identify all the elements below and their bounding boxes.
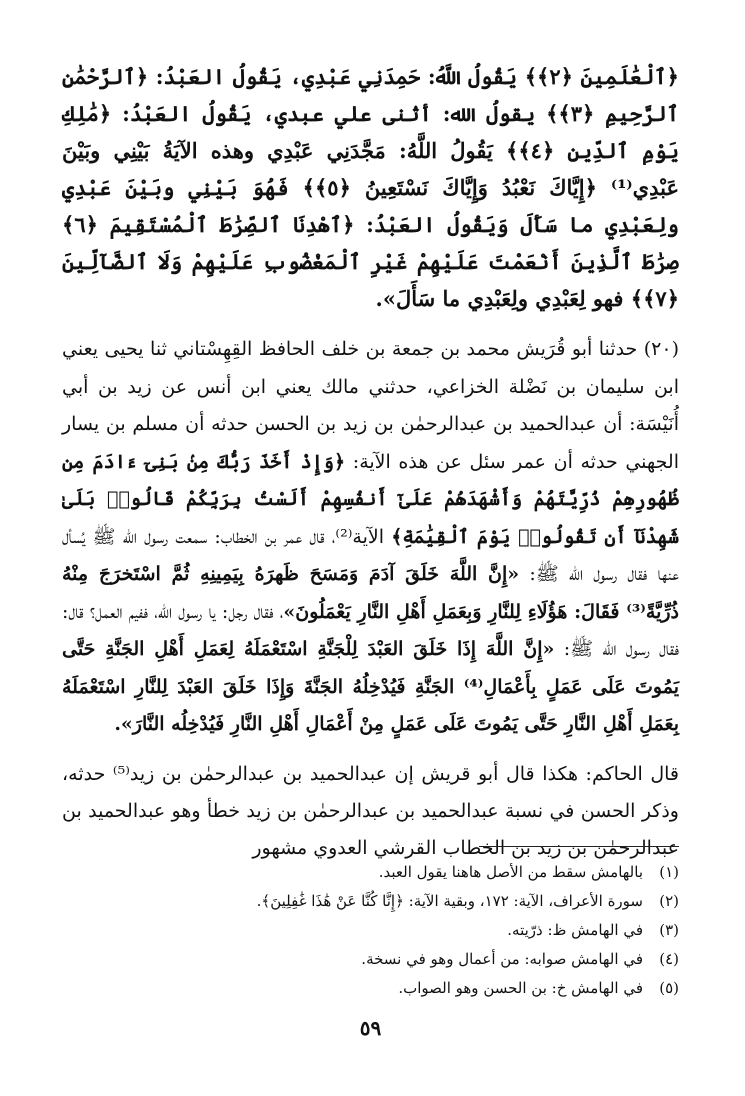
page-number: ٥٩ bbox=[359, 1016, 382, 1040]
hadith-20 bbox=[62, 331, 679, 744]
footnote bbox=[62, 887, 679, 916]
footnote-number: (٢) bbox=[659, 892, 679, 910]
footnote bbox=[62, 974, 679, 1003]
book-page bbox=[62, 58, 679, 1056]
hadith-20-question: ، فقال رجل: يا رسول الله، ففيم العمل؟ قال: فقال رسول الله ﷺ: bbox=[62, 600, 680, 660]
prophet-speech-2: «إِنَّ اللَّهَ إِذَا خَلَقَ العَبْدَ لِلْجَنَّةِ اسْتَعْمَلَهُ لِعَمَلِ أَهْلِ الجَنَّةِ حَتَّى يَمُوتَ عَلَى عَمَلٍ بِأَعْمَالِ⁽⁴⁾ الجَنَّةِ فَيُدْخِلُهُ الجَنَّةَ وَإِذَا خَلَقَ العَبْدَ لِلنَّارِ اسْتَعْمَلَهُ بِعَمَلِ أَهْلِ النَّارِ حَتَّى يَمُوتَ عَلَى عَمَلٍ مِنْ أَعْمَالِ أَهْلِ النَّارِ فَيُدْخِلُه النَّارَ». bbox=[62, 638, 679, 735]
footnote-number: (٣) bbox=[659, 921, 679, 939]
footnote-text: بالهامش سقط من الأصل هاهنا يقول العبد. bbox=[378, 863, 643, 881]
footnote bbox=[62, 945, 679, 974]
footnote bbox=[62, 858, 679, 887]
footnotes-list bbox=[62, 858, 679, 1003]
footnote-text: في الهامش خ: بن الحسن وهو الصواب. bbox=[398, 979, 643, 997]
hadith-20-narration: الآية⁽²⁾، قال عمر بن الخطاب: سمعت رسول الله ﷺ يُسأل عنها فقال رسول الله ﷺ: bbox=[62, 525, 679, 585]
footnote-text: في الهامش ظ: ذرّيته. bbox=[507, 921, 643, 939]
hadith-continuation-fatiha: ﴿ٱلْعَٰلَمِينَ ﴿٢﴾﴾ يَقُولُ اللَّهُ: حَمِدَنِي عَبْدِي، يَقُولُ العَبْدُ: ﴿ٱلرَّحْمَٰنِ ٱلرَّحِيمِ ﴿٣﴾﴾ يقولُ الله: أثنى علي عبدي، يَقُولُ العَبْدُ: ﴿مَٰلِكِ يَوْمِ ٱلدِّينِ ﴿٤﴾﴾ يَقُولُ اللَّهُ: مَجَّدَنِي عَبْدِي وهذه الآيَةُ بَيْنِي وبَيْنَ عَبْدِي⁽¹⁾ ﴿إِيَّاكَ نَعْبُدُ وَإِيَّاكَ نَسْتَعِينُ ﴿٥﴾﴾ فَهُوَ بَيْنِي وبَيْنَ عَبْدِي ولِعَبْدِي ما سَأَلَ وَيَقُولُ العَبْدُ: ﴿ٱهْدِنَا ٱلصِّرَٰطَ ٱلْمُسْتَقِيمَ ﴿٦﴾ صِرَٰطَ ٱلَّذِينَ أَنْعَمْتَ عَلَيْهِمْ غَيْرِ ٱلْمَغْضُوبِ عَلَيْهِمْ وَلَا ٱلضَّآلِّينَ ﴿٧﴾﴾ فهو لِعَبْدِي ولِعَبْدِي ما سَأَلَ». bbox=[62, 64, 679, 311]
hakim-commentary: قال الحاكم: هكذا قال أبو قريش إن عبدالحميد بن عبدالرحمٰن بن زيد⁽⁵⁾ حدثه، وذكر الحسن في نسبة عبدالحميد بن عبدالرحمٰن بن زيد خطأ وهو عبدالحميد بن عبدالرحمٰن بن زيد بن الخطاب القرشي العدوي مشهور bbox=[62, 762, 680, 859]
footnote-number: (٤) bbox=[659, 950, 679, 968]
hadith-20-isnad: (٢٠) حدثنا أبو قُرَيش محمد بن جمعة بن خلف الحافظ القِهِسْتاني ثنا يحيى يعني ابن سليمان بن نَضْلة الخزاعي، حدثني مالك يعني ابن أنس عن زيد بن أبي أُنَيْسَة: أن عبدالحميد بن عبدالرحمٰن بن زيد بن الحسن حدثه أن مسلم بن يسار الجهني حدثه أن عمر سئل عن هذه الآية: bbox=[62, 338, 680, 473]
footnote-text: في الهامش صوابه: من أعمال وهو في نسخة. bbox=[361, 950, 643, 968]
prophet-speech-1: «إِنَّ اللَّهَ خَلَقَ آدَمَ وَمَسَحَ ظَهرَهُ بِيَمِينِهِ ثُمَّ اسْتَخرَجَ مِنْهُ ذُرِّيَّةً⁽³⁾ فَقَالَ: هَؤُلَاءِ لِلنَّارِ وَبِعَمَلِ أَهْلِ النَّارِ يَعْمَلُونَ» bbox=[62, 563, 679, 623]
footnote-number: (١) bbox=[659, 863, 679, 881]
footnote-divider bbox=[479, 846, 679, 847]
quran-verse-araf-172: ﴿وَإِذْ أَخَذَ رَبُّكَ مِنۢ بَنِىٓ ءَادَمَ مِن ظُهُورِهِمْ ذُرِّيَّتَهُمْ وَأَشْهَدَهُمْ عَلَىٰٓ أَنفُسِهِمْ أَلَسْتُ بِرَبِّكُمْ قَالُوا۟ بَلَىٰ شَهِدْنَآ أَن تَقُولُوا۟ يَوْمَ ٱلْقِيَٰمَةِ﴾ bbox=[62, 450, 680, 548]
footnote-number: (٥) bbox=[659, 979, 679, 997]
footnote bbox=[62, 916, 679, 945]
footnote-text: سورة الأعراف، الآية: ١٧٢، وبقية الآية: ﴿إِنَّا كُنَّا عَنْ هَٰذَا غَٰفِلِينَ﴾. bbox=[256, 892, 643, 910]
